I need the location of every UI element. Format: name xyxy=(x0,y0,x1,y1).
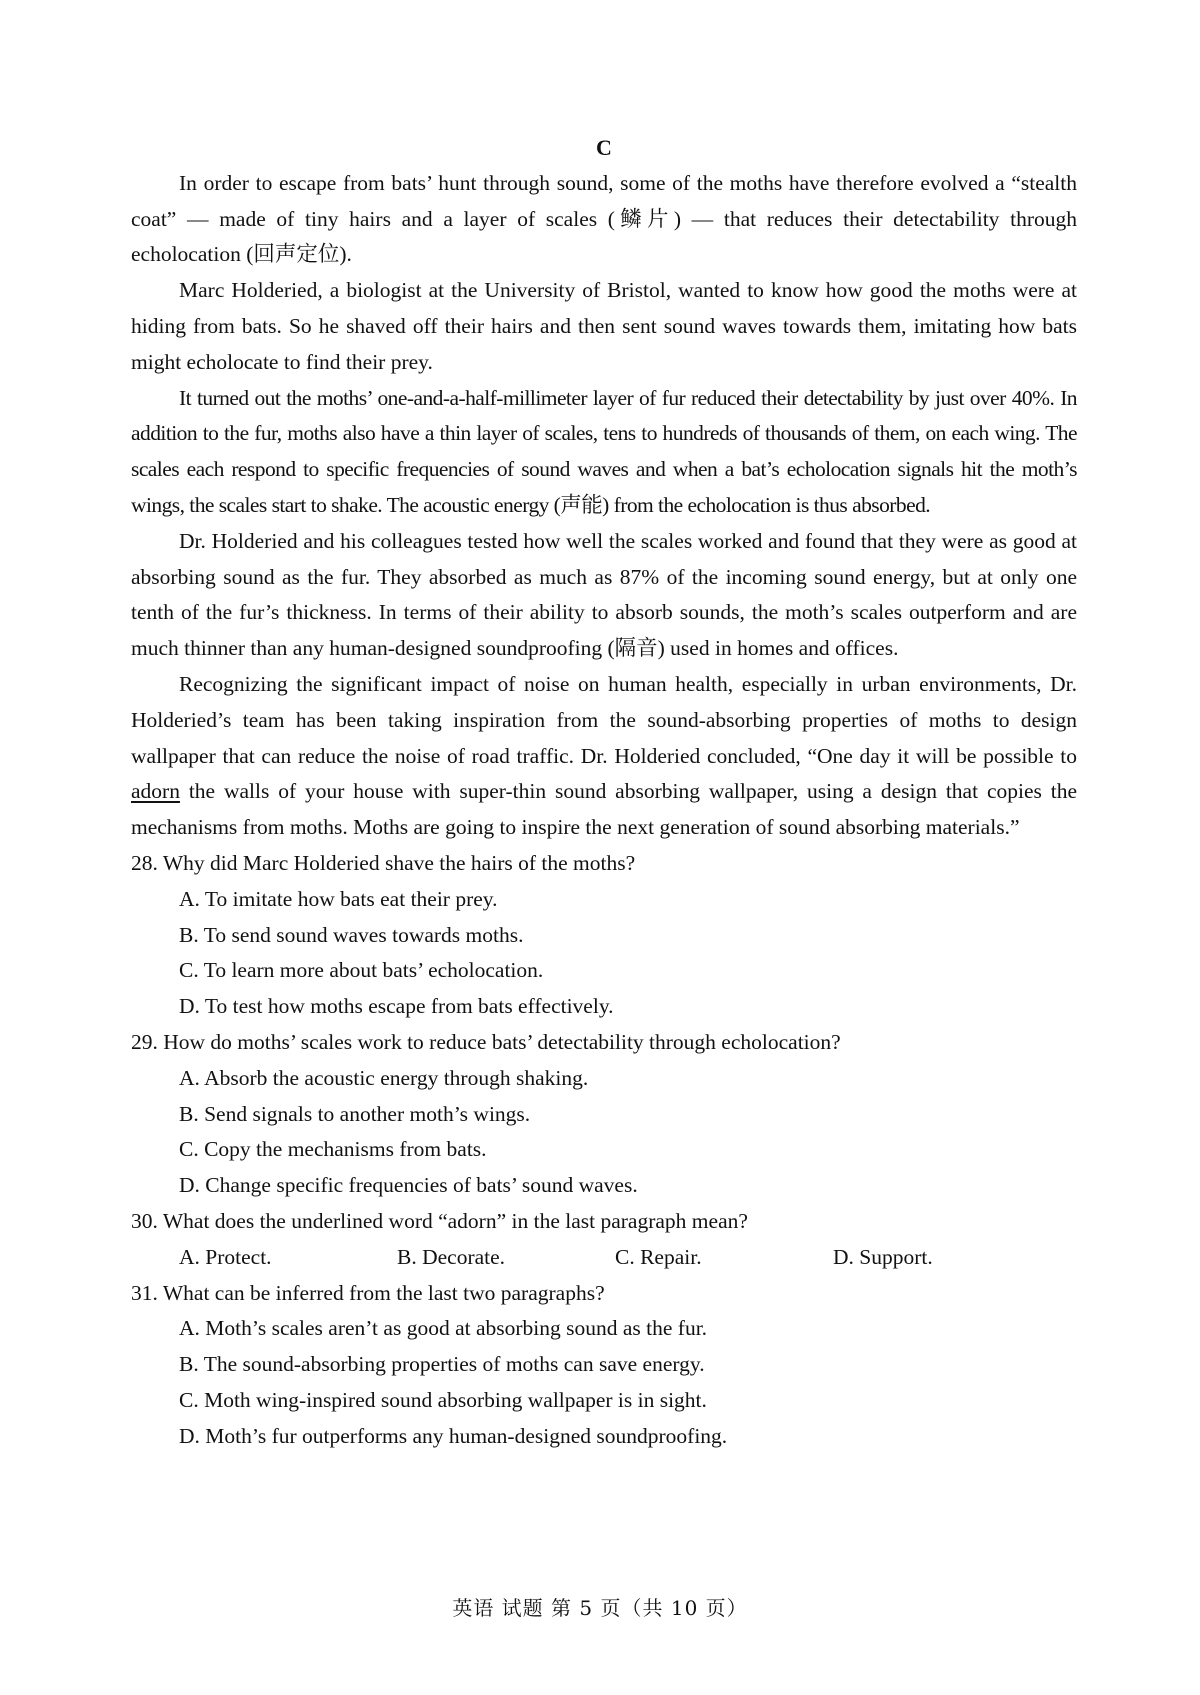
option-d: D. Support. xyxy=(833,1244,933,1269)
option-c: C. Moth wing-inspired sound absorbing wallpaper is in sight. xyxy=(179,1387,707,1412)
option-b: B. Send signals to another moth’s wings. xyxy=(179,1101,531,1126)
passage-paragraph-1: In order to escape from bats’ hunt through sound, some of the moths have therefore evolved a “stealth coat” — made of tiny hairs and a layer of scales (鳞片) — that reduces their detectability through echolocation (回声定位). xyxy=(131,170,1077,267)
option-b: B. Decorate. xyxy=(397,1244,506,1269)
option-c: C. Repair. xyxy=(615,1244,702,1269)
question-29 xyxy=(131,1025,1077,1204)
passage-paragraph-3: It turned out the moths’ one-and-a-half-millimeter layer of fur reduced their detectability by just over 40%. In addition to the fur, moths also have a thin layer of scales, tens to hundreds of thousands of them, on each wing. The scales each respond to specific frequencies of sound waves and when a bat’s echolocation signals hit the moth’s wings, the scales start to shake. The acoustic energy (声能) from the echolocation is thus absorbed. xyxy=(131,385,1077,517)
option-d: D. Change specific frequencies of bats’ sound waves. xyxy=(179,1173,638,1198)
option-a: A. Absorb the acoustic energy through shaking. xyxy=(179,1065,589,1090)
option-c: C. Copy the mechanisms from bats. xyxy=(179,1137,487,1162)
option-a: A. Protect. xyxy=(179,1244,272,1269)
option-c: C. To learn more about bats’ echolocation. xyxy=(179,958,544,983)
passage-paragraph-5 xyxy=(131,667,1077,846)
paragraph-5-text-before: Recognizing the significant impact of noise on human health, especially in urban environments, Dr. Holderied’s team has been taking inspiration from the sound-absorbing properties of moths to design wallpaper that can reduce the noise of road traffic. Dr. Holderied concluded, “One day it will be possible to xyxy=(131,671,1077,768)
underlined-word-adorn: adorn xyxy=(131,779,180,804)
option-b: B. The sound-absorbing properties of moths can save energy. xyxy=(179,1352,705,1377)
option-b: B. To send sound waves towards moths. xyxy=(179,922,524,947)
option-a: A. Moth’s scales aren’t as good at absorbing sound as the fur. xyxy=(179,1316,708,1341)
passage-paragraph-4: Dr. Holderied and his colleagues tested how well the scales worked and found that they were as good at absorbing sound as the fur. They absorbed as much as 87% of the incoming sound energy, but at only one tenth of the fur’s thickness. In terms of their ability to absorb sounds, the moth’s scales outperform and are much thinner than any human-designed soundproofing (隔音) used in homes and offices. xyxy=(131,528,1077,661)
paragraph-5-text-after: the walls of your house with super-thin sound absorbing wallpaper, using a design that copies the mechanisms from moths. Moths are going to inspire the next generation of sound absorbing materials.” xyxy=(131,779,1077,840)
options-row xyxy=(131,1240,1077,1276)
question-31 xyxy=(131,1276,1077,1455)
section-title: C xyxy=(596,135,612,160)
question-28 xyxy=(131,846,1077,1025)
option-a: A. To imitate how bats eat their prey. xyxy=(179,886,498,911)
passage-paragraph-2: Marc Holderied, a biologist at the University of Bristol, wanted to know how good the moths were at hiding from bats. So he shaved off their hairs and then sent sound waves towards them, imitating how bats might echolocate to find their prey. xyxy=(131,278,1077,374)
page-footer: 英语 试题 第 5 页（共 10 页） xyxy=(452,1596,748,1620)
question-stem: 31. What can be inferred from the last two paragraphs? xyxy=(131,1280,605,1305)
option-d: D. Moth’s fur outperforms any human-designed soundproofing. xyxy=(179,1423,728,1448)
exam-page xyxy=(131,130,1077,1454)
question-stem: 30. What does the underlined word “adorn” in the last paragraph mean? xyxy=(131,1208,748,1233)
question-stem: 28. Why did Marc Holderied shave the hairs of the moths? xyxy=(131,850,636,875)
question-stem: 29. How do moths’ scales work to reduce bats’ detectability through echolocation? xyxy=(131,1029,841,1054)
option-d: D. To test how moths escape from bats effectively. xyxy=(179,994,614,1019)
question-30 xyxy=(131,1204,1077,1276)
